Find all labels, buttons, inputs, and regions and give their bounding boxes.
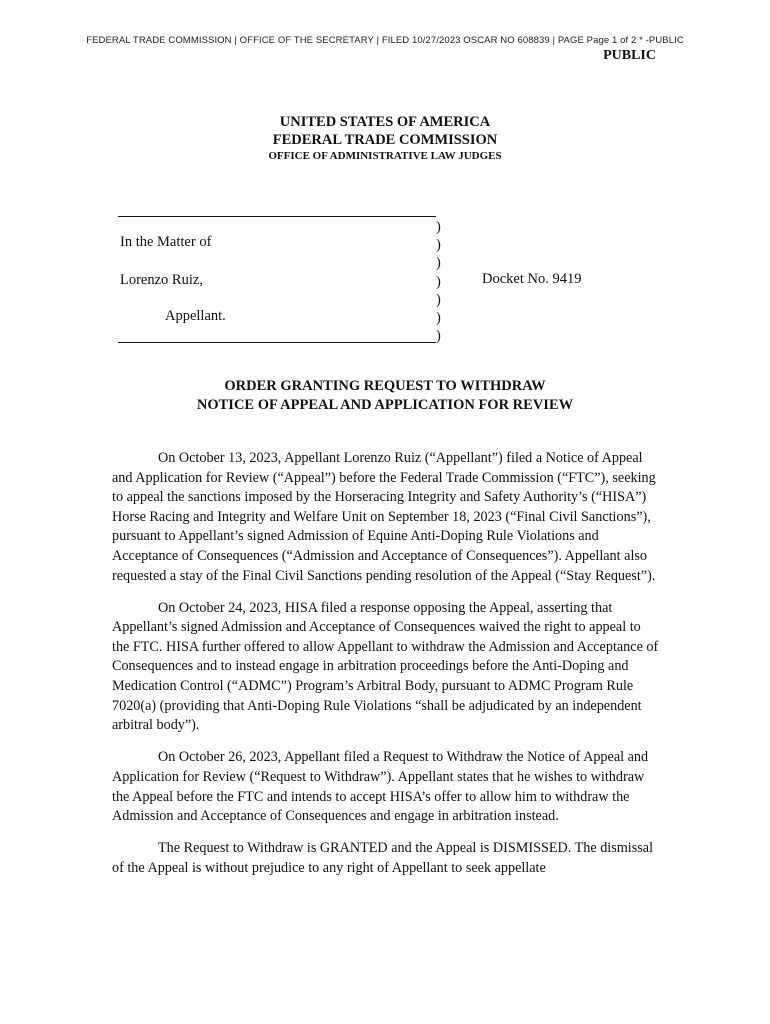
caption-paren: ) [436,273,441,290]
caption-paren: ) [436,328,441,345]
body-paragraph: On October 24, 2023, HISA filed a response opposing the Appeal, asserting that Appellant’s signed Admission and Acceptance of Consequences waived the right to appeal to the FTC. HISA further offered to allow Appellant to withdraw the Admission and Acceptance of Consequences and to instead engage in arbitration proceedings before the Anti-Doping and Medication Control (“ADMC”) Program’s Arbitral Body, pursuant to ADMC Program Rule 7020(a) (providing that Anti-Doping Rule Violations “shall be adjudicated by an independent arbitral body”). [112,599,659,734]
docket-number: Docket No. 9419 [482,271,582,287]
order-title-line1: ORDER GRANTING REQUEST TO WITHDRAW [224,378,546,394]
body-paragraph: The Request to Withdraw is GRANTED and the Appeal is DISMISSED. The dismissal of the Appeal is without prejudice to any right of Appellant to seek appellate [112,840,654,876]
caption-paren: ) [436,219,441,235]
caption-matter: In the Matter of [120,234,212,250]
public-designation: PUBLIC [603,48,656,63]
body-paragraph: On October 26, 2023, Appellant filed a Request to Withdraw the Notice of Appeal and Application for Review (“Request to Withdraw”). Appellant states that he wishes to withdraw the Appeal before the FTC and intends to accept HISA’s offer to allow him to withdraw the Admission and Acceptance of Consequences and engage in arbitration instead. [112,749,649,825]
body-paragraph: On October 13, 2023, Appellant Lorenzo Ruiz (“Appellant”) filed a Notice of Appeal and Application for Review (“Appeal”) before the Federal Trade Commission (“FTC”), seeking to appeal the sanctions imposed by the Horseracing Integrity and Safety Authority’s (“HISA”) Horse Racing and Integrity and Welfare Unit on September 18, 2023 (“Final Civil Sanctions”), pursuant to Appellant’s signed Admission of Equine Anti-Doping Rule Violations and Acceptance of Consequences (“Admission and Acceptance of Consequences”). Appellant also requested a stay of the Final Civil Sanctions pending resolution of the Appeal (“Stay Request”). [112,450,656,584]
case-caption [118,204,678,354]
order-body [112,449,660,891]
caption-rule-top [118,216,436,217]
order-title-line2: NOTICE OF APPEAL AND APPLICATION FOR REVIEW [196,397,574,413]
caption-party-name: Lorenzo Ruiz, [120,272,203,288]
heading-office: OFFICE OF ADMINISTRATIVE LAW JUDGES [268,150,502,162]
caption-party-role: Appellant. [165,308,226,324]
heading-agency: FEDERAL TRADE COMMISSION [272,132,498,148]
caption-paren: ) [436,255,441,272]
caption-rule-bottom [118,342,436,343]
heading-country: UNITED STATES OF AMERICA [279,114,491,130]
filing-stamp-header: FEDERAL TRADE COMMISSION | OFFICE OF THE SECRETARY | FILED 10/27/2023 OSCAR NO 608839 | PAGE Page 1 of 2 * -PUBLIC [86,35,684,46]
caption-paren: ) [436,237,441,254]
caption-paren: ) [436,291,441,308]
caption-parentheses [436,218,441,345]
caption-paren: ) [436,310,441,327]
